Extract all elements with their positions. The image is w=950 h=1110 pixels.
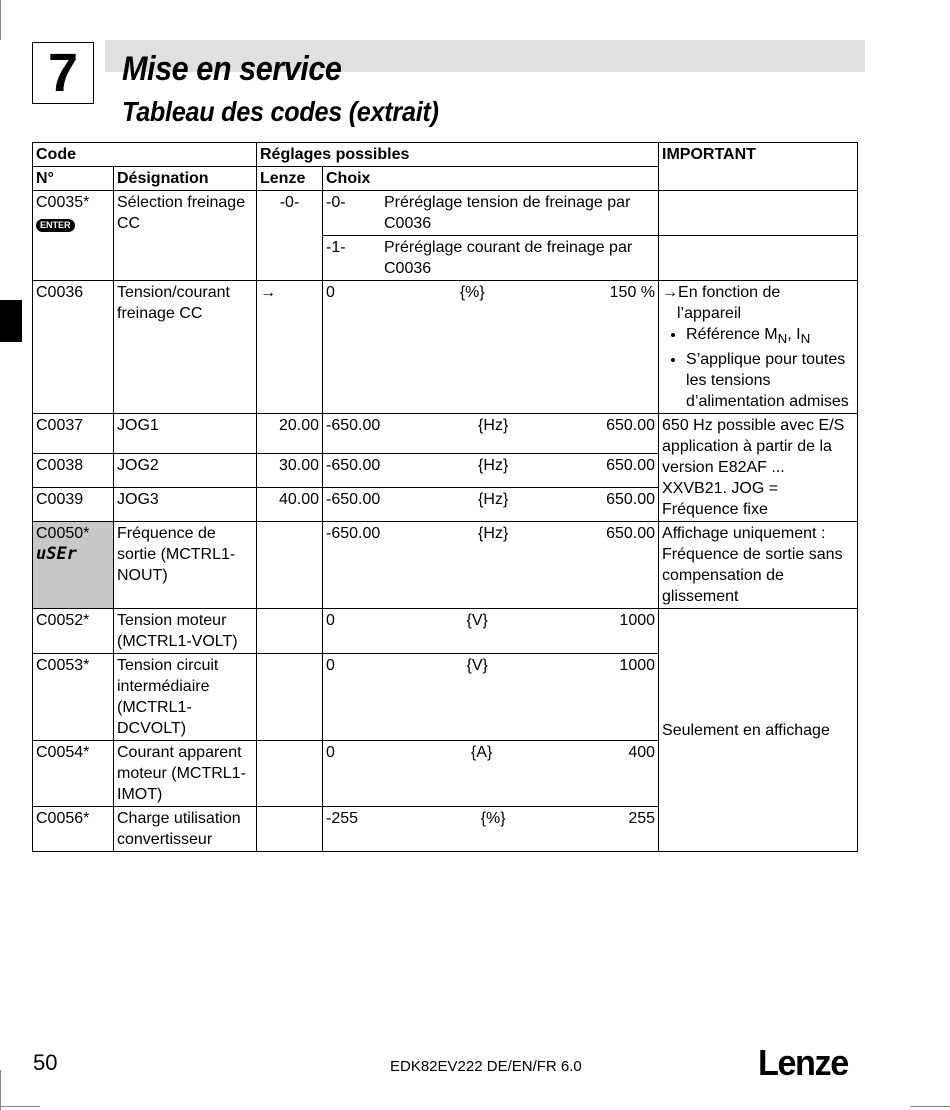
range-c0039 bbox=[323, 488, 659, 522]
important-empty bbox=[659, 236, 858, 281]
important-c0036 bbox=[659, 281, 858, 414]
lenze-empty bbox=[257, 522, 323, 609]
designation-c0056: Charge utilisation convertisseur bbox=[114, 807, 257, 852]
header-designation: Désignation bbox=[114, 167, 257, 191]
code-cell bbox=[33, 522, 114, 609]
bullet-reference: • Référence $M_N$, $I_N$ bbox=[686, 324, 854, 349]
range-c0036 bbox=[323, 281, 659, 414]
lenze-empty bbox=[257, 654, 323, 741]
crop-mark bbox=[910, 1106, 950, 1107]
lenze-c0039: 40.00 bbox=[257, 488, 323, 522]
option-value: -1- bbox=[326, 239, 346, 256]
page-title: Mise en service bbox=[122, 50, 342, 88]
range-max: 650.00 bbox=[606, 491, 656, 509]
code-c0054: C0054* bbox=[33, 741, 114, 807]
designation-c0037: JOG1 bbox=[114, 414, 257, 454]
range-c0054 bbox=[323, 741, 659, 807]
header-reglages: Réglages possibles bbox=[257, 143, 659, 167]
range-min: 0 bbox=[326, 612, 335, 630]
range-min: 0 bbox=[326, 657, 335, 675]
option-value: -0- bbox=[326, 194, 346, 211]
code-c0037: C0037 bbox=[33, 414, 114, 454]
code-c0052: C0052* bbox=[33, 609, 114, 654]
lenze-logo: Lenze bbox=[758, 1042, 848, 1083]
table-header-row bbox=[33, 143, 858, 167]
lenze-empty bbox=[257, 807, 323, 852]
range-c0037 bbox=[323, 414, 659, 454]
option-text: Préréglage courant de freinage par C0036 bbox=[384, 239, 633, 277]
page-subtitle: Tableau des codes (extrait) bbox=[122, 96, 439, 127]
range-unit: {Hz} bbox=[478, 525, 509, 543]
important-display-only: Seulement en affichage bbox=[659, 609, 858, 852]
important-c0050: Affichage uniquement : Fréquence de sortie sans compensation de glissement bbox=[659, 522, 858, 609]
designation-c0036: Tension/courant freinage CC bbox=[114, 281, 257, 414]
header-code: Code bbox=[33, 143, 257, 167]
range-min: 0 bbox=[326, 284, 335, 301]
document-reference: EDK82EV222 DE/EN/FR 6.0 bbox=[390, 1058, 582, 1075]
user-icon: uSEr bbox=[36, 544, 77, 565]
chapter-tab bbox=[0, 300, 22, 342]
table-row bbox=[33, 281, 858, 414]
range-max: 400 bbox=[628, 744, 656, 762]
option-text: Préréglage tension de freinage par C0036 bbox=[384, 194, 631, 232]
crop-mark bbox=[0, 0, 1, 40]
designation-c0054: Courant apparent moteur (MCTRL1-IMOT) bbox=[114, 741, 257, 807]
header-important: IMPORTANT bbox=[659, 143, 858, 191]
code-c0035: C0035* bbox=[36, 194, 90, 211]
range-unit: {V} bbox=[466, 612, 488, 630]
designation-c0050: Fréquence de sortie (MCTRL1-NOUT) bbox=[114, 522, 257, 609]
range-unit: {%} bbox=[480, 810, 506, 828]
range-max: 650.00 bbox=[606, 457, 656, 475]
range-max: 1000 bbox=[619, 612, 656, 630]
lenze-c0037: 20.00 bbox=[257, 414, 323, 454]
table-row bbox=[33, 609, 858, 654]
range-min: -650.00 bbox=[326, 417, 381, 435]
code-c0038: C0038 bbox=[33, 454, 114, 488]
choix-option bbox=[323, 191, 659, 236]
code-c0050: C0050* bbox=[36, 525, 90, 543]
code-c0053: C0053* bbox=[33, 654, 114, 741]
lenze-c0035: -0- bbox=[257, 191, 323, 281]
range-unit: {Hz} bbox=[478, 491, 509, 509]
range-unit: {A} bbox=[470, 744, 493, 762]
range-c0056 bbox=[323, 807, 659, 852]
range-c0052 bbox=[323, 609, 659, 654]
code-c0039: C0039 bbox=[33, 488, 114, 522]
code-c0036: C0036 bbox=[33, 281, 114, 414]
crop-mark bbox=[0, 1070, 1, 1110]
codes-table bbox=[32, 142, 858, 852]
table-row bbox=[33, 522, 858, 609]
range-c0038 bbox=[323, 454, 659, 488]
chapter-number: 7 bbox=[32, 42, 94, 104]
important-empty bbox=[659, 191, 858, 236]
code-cell bbox=[33, 191, 114, 281]
range-min: 0 bbox=[326, 744, 335, 762]
bullet-tensions: • S’applique pour toutes les tensions d’alimentation admises bbox=[686, 349, 854, 412]
table-row bbox=[33, 191, 858, 236]
range-min: -255 bbox=[326, 810, 359, 828]
range-max: 650.00 bbox=[606, 525, 656, 543]
designation-c0053: Tension circuit intermédiaire (MCTRL1-DCVOLT) bbox=[114, 654, 257, 741]
range-unit: {Hz} bbox=[478, 417, 509, 435]
range-unit: {Hz} bbox=[478, 457, 509, 475]
important-line: l’appareil bbox=[677, 305, 742, 322]
lenze-empty bbox=[257, 741, 323, 807]
choix-option bbox=[323, 236, 659, 281]
range-max: 150 % bbox=[609, 284, 656, 301]
lenze-c0038: 30.00 bbox=[257, 454, 323, 488]
header-num: N° bbox=[33, 167, 114, 191]
enter-icon: ENTER bbox=[36, 219, 75, 232]
lenze-empty bbox=[257, 609, 323, 654]
range-max: 650.00 bbox=[606, 417, 656, 435]
range-c0050 bbox=[323, 522, 659, 609]
code-c0056: C0056* bbox=[33, 807, 114, 852]
designation-c0039: JOG3 bbox=[114, 488, 257, 522]
range-max: 1000 bbox=[619, 657, 656, 675]
important-jog: 650 Hz possible avec E/S application à partir de la version E82AF ... XXVB21. JOG = Fréquence fixe bbox=[659, 414, 858, 522]
range-min: -650.00 bbox=[326, 491, 381, 509]
important-bullets bbox=[662, 324, 854, 412]
table-row bbox=[33, 414, 858, 454]
range-max: 255 bbox=[628, 810, 656, 828]
page-number: 50 bbox=[33, 1050, 58, 1075]
header-choix: Choix bbox=[323, 167, 659, 191]
range-unit: {%} bbox=[459, 284, 485, 301]
lenze-arrow-icon: → bbox=[257, 281, 323, 414]
designation-c0035: Sélection freinage CC bbox=[114, 191, 257, 281]
range-unit: {V} bbox=[466, 657, 488, 675]
range-min: -650.00 bbox=[326, 457, 381, 475]
header-lenze: Lenze bbox=[257, 167, 323, 191]
designation-c0052: Tension moteur (MCTRL1-VOLT) bbox=[114, 609, 257, 654]
range-min: -650.00 bbox=[326, 525, 381, 543]
designation-c0038: JOG2 bbox=[114, 454, 257, 488]
important-line: →En fonction de bbox=[662, 284, 781, 301]
crop-mark bbox=[0, 1106, 40, 1107]
range-c0053 bbox=[323, 654, 659, 741]
